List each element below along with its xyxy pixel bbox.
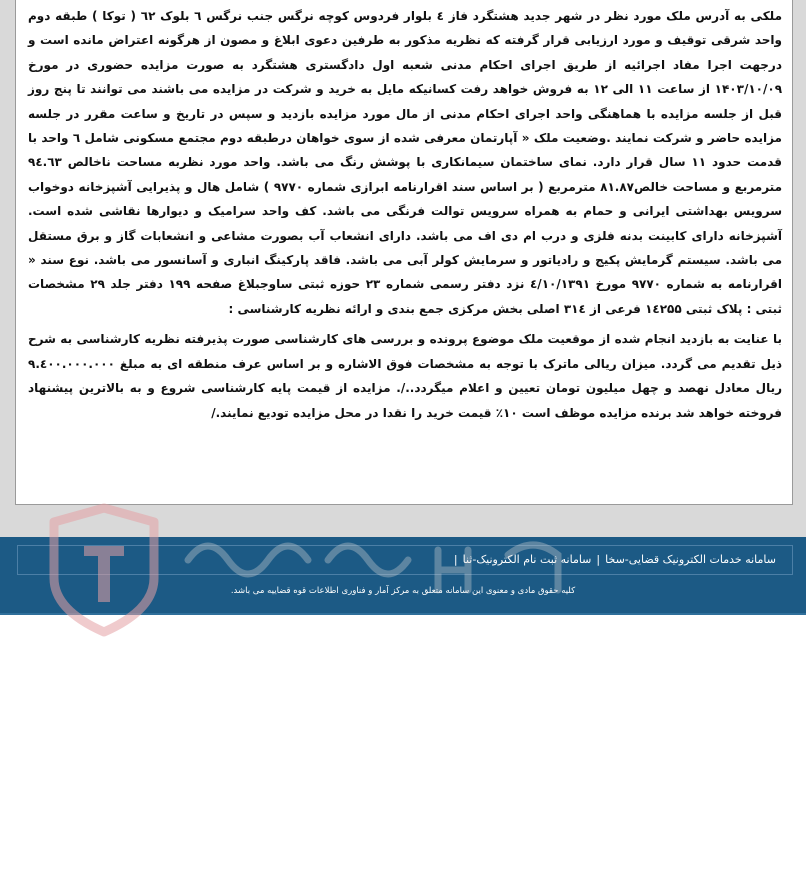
footer-bottom-line	[0, 613, 806, 615]
notice-description-paragraph: ملکی به آدرس ملک مورد نظر در شهر جدید هشتگرد فاز ٤ بلوار فردوس کوچه نرگس جنب نرگس ٦ بلوک ٦٢ ( توکا ) طبقه دوم واحد شرقی توقیف و مورد ارزیابی قرار گرفته که نظریه مذکور به طرفین دعوی ابلاغ و مصون از هرگونه اعتراض مانده است و درجهت اجرا مفاد اجرائیه از طریق اجرای احکام مدنی شعبه اول دادگستری هشتگرد به صورت مزایده حضوری در مورخ ۱۴۰۳/۱۰/۰۹ از ساعت ۱۱ الی ۱۲ به فروش خواهد رفت کسانیکه مایل به خرید و شرکت در مزایده می باشند می توانند تا پنج روز قبل از جلسه مزایده با هماهنگی واحد اجرای احکام مدنی از مال مورد مزایده بازدید و سپس در تاریخ و ساعت مقرر در جلسه مزایده حاضر و شرکت نمایند .وضعیت ملک « آپارتمان معرفی شده از سوی خواهان درطبقه دوم مجتمع مسکونی شامل ٦ واحد با قدمت حدود ۱۱ سال قرار دارد. نمای ساختمان سیمانکاری با پوشش رنگ می باشد. واحد مورد نظربه مساحت ناخالص ۹٤.٦٣ مترمربع و مساحت خالص۸۱.۸۷ مترمربع ( بر اساس سند اقرارنامه ابرازی شماره ۹۷۷۰ ) شامل هال و پذیرایی آشپزخانه دوخواب سرویس بهداشتی ایرانی و حمام به همراه سرویس توالت فرنگی می باشد. کف واحد سرامیک و دیوارها نقاشی شده است. آشپزخانه دارای کابینت بدنه فلزی و درب ام دی اف می باشد. دارای انشعاب آب بصورت مشاعی و انشعابات گاز و برق مستقل می باشد. سیستم گرمایش پکیج و رادیاتور و سرمایش کولر آبی می باشد. فاقد پارکینگ انباری و آسانسور می باشد. نوع سند « اقرارنامه به شماره ۹۷۷۰ مورخ ٤/۱۰/۱۳۹۱ نزد دفتر رسمی شماره ۲۳ حوزه ثبتی ساوجبلاغ صفحه ۱۹۹ دفتر جلد ۲۹ مشخصات ثبتی : پلاک ثبتی ۱٤۲۵۵ فرعی از ۳۱٤ اصلی بخش مرکزی جمع بندی و ارائه نظریه کارشناسی :	[28, 9, 783, 316]
footer-copyright: کلیه حقوق مادی و معنوی این سامانه متعلق به مرکز آمار و فناوری اطلاعات قوه قضاییه می باشد.	[230, 586, 576, 596]
footer-separator: |	[596, 553, 601, 566]
expert-opinion-paragraph: با عنایت به بازدید انجام شده از موقعیت ملک موضوع پرونده و بررسی های کارشناسی صورت پذیرفته نظریه کارشناسی به شرح ذیل تقدیم می گردد. میزان ریالی ماترک با توجه به مشخصات فوق الاشاره و بر اساس عرف منطقه ای به مبلغ ۹.٤۰۰.۰۰۰.۰۰۰ ریال معادل نهصد و چهل میلیون تومان تعیین و اعلام میگردد../. مزایده از قیمت پایه کارشناسی شروع و به بالاترین پیشنهاد فروخته خواهد شد برنده مزایده موظف است ۱۰٪ قیمت خرید را نقدا در محل مزایده تودیع نمایند./	[28, 332, 782, 420]
site-footer	[0, 537, 806, 615]
footer-link-sana[interactable]: سامانه ثبت نام الکترونیک-ثنا	[462, 553, 592, 566]
footer-link-sakha[interactable]: سامانه خدمات الکترونیک قضایی-سخا	[605, 553, 776, 566]
footer-separator: |	[453, 553, 458, 566]
footer-links-bar	[17, 545, 793, 575]
auction-notice-panel	[15, 0, 793, 505]
